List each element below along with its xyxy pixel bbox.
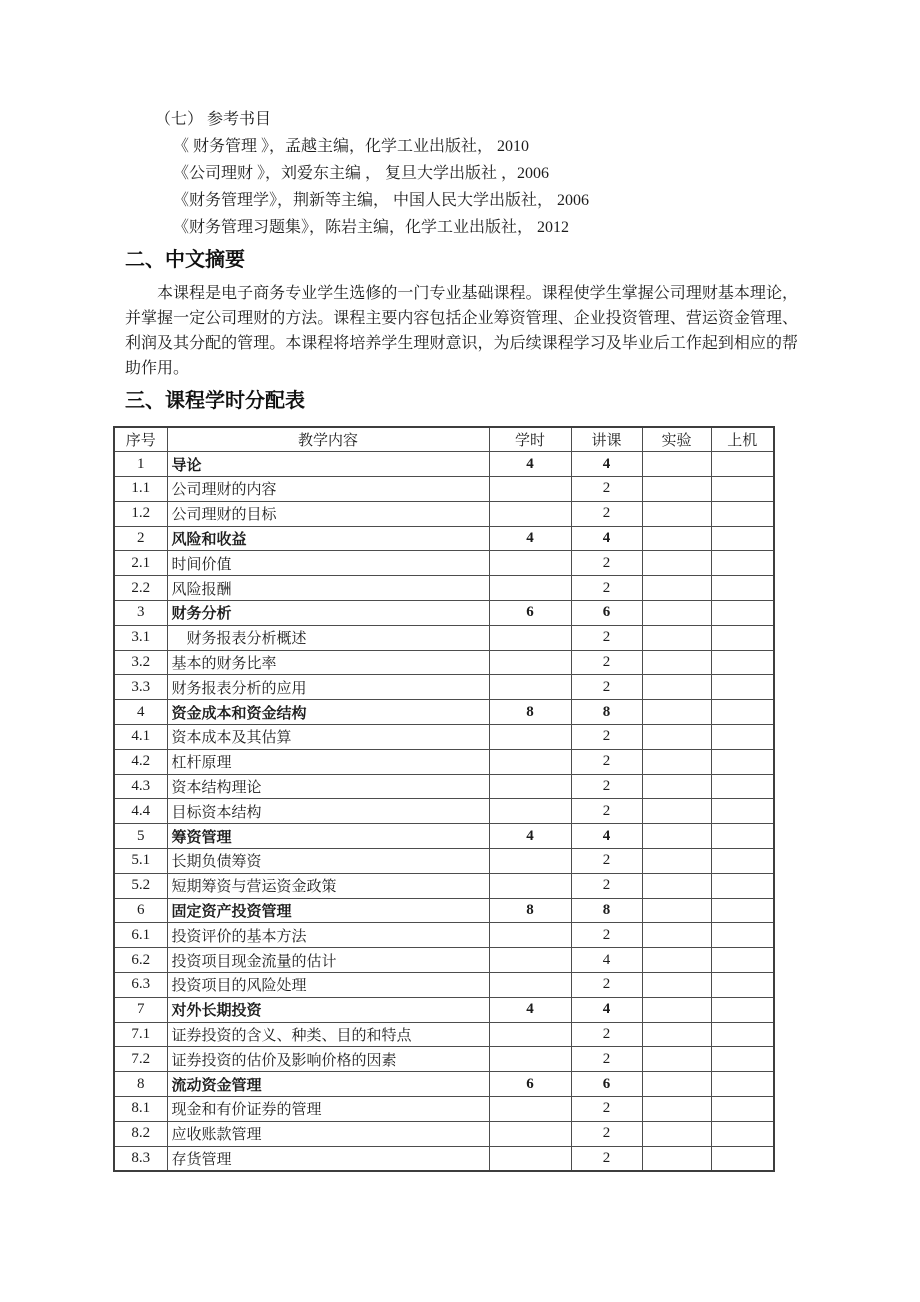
- column-header-content: 教学内容: [167, 427, 489, 452]
- cell-content: 时间价值: [167, 551, 489, 576]
- cell-computer: [711, 501, 774, 526]
- cell-content: 长期负债筹资: [167, 849, 489, 874]
- schedule-header-row: [114, 427, 774, 452]
- table-row: [114, 725, 774, 750]
- cell-hours: [489, 973, 571, 998]
- cell-lab: [642, 923, 711, 948]
- table-row: [114, 526, 774, 551]
- cell-lecture: 2: [571, 477, 642, 502]
- cell-computer: [711, 948, 774, 973]
- cell-content: 风险和收益: [167, 526, 489, 551]
- cell-computer: [711, 1146, 774, 1171]
- cell-lab: [642, 774, 711, 799]
- table-row: [114, 749, 774, 774]
- cell-sequence-no: 5: [114, 824, 167, 849]
- cell-lecture: 2: [571, 625, 642, 650]
- cell-hours: 4: [489, 824, 571, 849]
- reference-item: 《公司理财 》，刘爱东主编 ， 复旦大学出版社 ，2006: [173, 165, 550, 182]
- cell-hours: [489, 675, 571, 700]
- cell-sequence-no: 4.4: [114, 799, 167, 824]
- table-row: [114, 1121, 774, 1146]
- cell-sequence-no: 1: [114, 452, 167, 477]
- cell-hours: 8: [489, 700, 571, 725]
- table-row: [114, 477, 774, 502]
- cell-lecture: 4: [571, 997, 642, 1022]
- cell-sequence-no: 3: [114, 601, 167, 626]
- table-row: [114, 799, 774, 824]
- cell-hours: [489, 1047, 571, 1072]
- cell-computer: [711, 551, 774, 576]
- cell-sequence-no: 6: [114, 898, 167, 923]
- cell-content: 资金成本和资金结构: [167, 700, 489, 725]
- cell-sequence-no: 1.1: [114, 477, 167, 502]
- cell-sequence-no: 4.2: [114, 749, 167, 774]
- cell-hours: 4: [489, 452, 571, 477]
- cell-computer: [711, 625, 774, 650]
- cell-hours: [489, 749, 571, 774]
- abstract-paragraph: 本课程是电子商务专业学生选修的一门专业基础课程。课程使学生掌握公司理财基本理论，并掌握一定公司理财的方法。课程主要内容包括企业筹资管理、企业投资管理、营运资金管理、利润及其分配的管理。本课程将培养学生理财意识，为后续课程学习及毕业后工作起到相应的帮助作用。: [125, 285, 798, 377]
- cell-content: 筹资管理: [167, 824, 489, 849]
- cell-computer: [711, 774, 774, 799]
- schedule-table-body: [114, 452, 774, 1171]
- cell-computer: [711, 650, 774, 675]
- cell-sequence-no: 8: [114, 1072, 167, 1097]
- cell-computer: [711, 849, 774, 874]
- cell-computer: [711, 824, 774, 849]
- cell-sequence-no: 6.2: [114, 948, 167, 973]
- table-row: [114, 1072, 774, 1097]
- cell-lecture: 2: [571, 774, 642, 799]
- cell-lab: [642, 1146, 711, 1171]
- cell-hours: [489, 1146, 571, 1171]
- schedule-heading: 三、课程学时分配表: [125, 390, 305, 412]
- cell-lab: [642, 799, 711, 824]
- cell-lecture: 2: [571, 849, 642, 874]
- cell-hours: [489, 477, 571, 502]
- cell-content: 公司理财的内容: [167, 477, 489, 502]
- cell-hours: [489, 551, 571, 576]
- cell-lab: [642, 675, 711, 700]
- cell-lab: [642, 973, 711, 998]
- cell-lecture: 2: [571, 501, 642, 526]
- column-header-no: 序号: [114, 427, 167, 452]
- cell-computer: [711, 1047, 774, 1072]
- cell-sequence-no: 6.1: [114, 923, 167, 948]
- cell-sequence-no: 7.1: [114, 1022, 167, 1047]
- cell-content: 短期筹资与营运资金政策: [167, 873, 489, 898]
- cell-sequence-no: 4.1: [114, 725, 167, 750]
- cell-computer: [711, 997, 774, 1022]
- table-row: [114, 973, 774, 998]
- cell-content: 固定资产投资管理: [167, 898, 489, 923]
- cell-sequence-no: 7: [114, 997, 167, 1022]
- table-row: [114, 675, 774, 700]
- cell-lecture: 2: [571, 749, 642, 774]
- cell-content: 目标资本结构: [167, 799, 489, 824]
- cell-content: 导论: [167, 452, 489, 477]
- cell-computer: [711, 1097, 774, 1122]
- table-row: [114, 601, 774, 626]
- cell-lab: [642, 625, 711, 650]
- cell-computer: [711, 898, 774, 923]
- cell-sequence-no: 6.3: [114, 973, 167, 998]
- cell-computer: [711, 873, 774, 898]
- column-header-lecture: 讲课: [571, 427, 642, 452]
- cell-lecture: 2: [571, 1097, 642, 1122]
- table-row: [114, 1097, 774, 1122]
- cell-lecture: 4: [571, 824, 642, 849]
- cell-lab: [642, 898, 711, 923]
- cell-content: 财务报表分析概述: [167, 625, 489, 650]
- reference-item: 《 财务管理 》，孟越主编，化学工业出版社， 2010: [173, 138, 530, 155]
- cell-sequence-no: 4.3: [114, 774, 167, 799]
- reference-item: 《财务管理习题集》，陈岩主编，化学工业出版社， 2012: [173, 219, 570, 236]
- cell-hours: [489, 873, 571, 898]
- table-row: [114, 849, 774, 874]
- cell-hours: [489, 948, 571, 973]
- cell-computer: [711, 526, 774, 551]
- cell-lecture: 2: [571, 1121, 642, 1146]
- cell-lab: [642, 725, 711, 750]
- cell-lab: [642, 1047, 711, 1072]
- cell-lab: [642, 749, 711, 774]
- cell-content: 现金和有价证券的管理: [167, 1097, 489, 1122]
- cell-lecture: 2: [571, 923, 642, 948]
- cell-content: 基本的财务比率: [167, 650, 489, 675]
- table-row: [114, 997, 774, 1022]
- cell-computer: [711, 923, 774, 948]
- cell-lecture: 2: [571, 650, 642, 675]
- cell-lab: [642, 1072, 711, 1097]
- cell-content: 投资评价的基本方法: [167, 923, 489, 948]
- cell-lab: [642, 1022, 711, 1047]
- cell-hours: 4: [489, 526, 571, 551]
- abstract-heading: 二、中文摘要: [125, 249, 245, 271]
- cell-hours: [489, 849, 571, 874]
- cell-lab: [642, 1121, 711, 1146]
- cell-hours: [489, 625, 571, 650]
- table-row: [114, 551, 774, 576]
- cell-hours: [489, 501, 571, 526]
- cell-content: 投资项目的风险处理: [167, 973, 489, 998]
- references-section: [155, 106, 589, 241]
- cell-sequence-no: 5.1: [114, 849, 167, 874]
- cell-lecture: 2: [571, 1146, 642, 1171]
- cell-lab: [642, 1097, 711, 1122]
- cell-hours: [489, 725, 571, 750]
- cell-content: 财务分析: [167, 601, 489, 626]
- cell-computer: [711, 1121, 774, 1146]
- cell-computer: [711, 477, 774, 502]
- cell-content: 资本成本及其估算: [167, 725, 489, 750]
- cell-sequence-no: 8.3: [114, 1146, 167, 1171]
- cell-sequence-no: 8.2: [114, 1121, 167, 1146]
- reference-item: 《财务管理学》，荆新等主编， 中国人民大学出版社， 2006: [173, 192, 590, 209]
- cell-lab: [642, 452, 711, 477]
- cell-sequence-no: 2: [114, 526, 167, 551]
- cell-sequence-no: 1.2: [114, 501, 167, 526]
- cell-sequence-no: 2.1: [114, 551, 167, 576]
- cell-computer: [711, 749, 774, 774]
- cell-computer: [711, 725, 774, 750]
- cell-hours: [489, 923, 571, 948]
- cell-hours: [489, 1022, 571, 1047]
- cell-lab: [642, 576, 711, 601]
- cell-sequence-no: 3.2: [114, 650, 167, 675]
- cell-sequence-no: 3.3: [114, 675, 167, 700]
- column-header-computer: 上机: [711, 427, 774, 452]
- cell-lecture: 4: [571, 948, 642, 973]
- cell-hours: [489, 650, 571, 675]
- cell-content: 证券投资的含义、种类、目的和特点: [167, 1022, 489, 1047]
- table-row: [114, 1146, 774, 1171]
- cell-lecture: 2: [571, 675, 642, 700]
- cell-lecture: 2: [571, 873, 642, 898]
- cell-hours: 6: [489, 1072, 571, 1097]
- cell-computer: [711, 576, 774, 601]
- cell-hours: [489, 1121, 571, 1146]
- cell-content: 对外长期投资: [167, 997, 489, 1022]
- table-row: [114, 873, 774, 898]
- cell-content: 财务报表分析的应用: [167, 675, 489, 700]
- cell-lecture: 4: [571, 526, 642, 551]
- table-row: [114, 948, 774, 973]
- cell-lab: [642, 873, 711, 898]
- table-row: [114, 898, 774, 923]
- cell-lecture: 2: [571, 799, 642, 824]
- table-row: [114, 1047, 774, 1072]
- cell-content: 风险报酬: [167, 576, 489, 601]
- cell-lab: [642, 700, 711, 725]
- cell-sequence-no: 3.1: [114, 625, 167, 650]
- cell-lecture: 8: [571, 700, 642, 725]
- cell-sequence-no: 5.2: [114, 873, 167, 898]
- cell-computer: [711, 1072, 774, 1097]
- cell-computer: [711, 973, 774, 998]
- cell-lecture: 2: [571, 576, 642, 601]
- cell-lab: [642, 501, 711, 526]
- table-row: [114, 501, 774, 526]
- cell-hours: [489, 1097, 571, 1122]
- references-list: [173, 133, 589, 241]
- cell-lecture: 2: [571, 973, 642, 998]
- cell-hours: 8: [489, 898, 571, 923]
- cell-hours: [489, 576, 571, 601]
- cell-sequence-no: 8.1: [114, 1097, 167, 1122]
- cell-lab: [642, 997, 711, 1022]
- table-row: [114, 576, 774, 601]
- cell-lecture: 8: [571, 898, 642, 923]
- cell-lab: [642, 824, 711, 849]
- cell-hours: [489, 774, 571, 799]
- cell-sequence-no: 4: [114, 700, 167, 725]
- cell-sequence-no: 7.2: [114, 1047, 167, 1072]
- cell-lecture: 2: [571, 1022, 642, 1047]
- table-row: [114, 923, 774, 948]
- cell-content: 杠杆原理: [167, 749, 489, 774]
- cell-content: 存货管理: [167, 1146, 489, 1171]
- table-row: [114, 1022, 774, 1047]
- cell-lab: [642, 849, 711, 874]
- table-row: [114, 650, 774, 675]
- cell-sequence-no: 2.2: [114, 576, 167, 601]
- cell-content: 资本结构理论: [167, 774, 489, 799]
- table-row: [114, 824, 774, 849]
- cell-computer: [711, 1022, 774, 1047]
- column-header-hours: 学时: [489, 427, 571, 452]
- cell-content: 流动资金管理: [167, 1072, 489, 1097]
- cell-lecture: 2: [571, 551, 642, 576]
- schedule-table: [113, 426, 775, 1172]
- cell-lab: [642, 948, 711, 973]
- cell-lab: [642, 601, 711, 626]
- cell-content: 证券投资的估价及影响价格的因素: [167, 1047, 489, 1072]
- cell-computer: [711, 452, 774, 477]
- cell-content: 公司理财的目标: [167, 501, 489, 526]
- cell-hours: [489, 799, 571, 824]
- table-row: [114, 774, 774, 799]
- cell-lecture: 6: [571, 1072, 642, 1097]
- cell-hours: 6: [489, 601, 571, 626]
- column-header-lab: 实验: [642, 427, 711, 452]
- references-heading: （七） 参考书目: [155, 111, 272, 128]
- cell-lab: [642, 526, 711, 551]
- cell-content: 投资项目现金流量的估计: [167, 948, 489, 973]
- cell-lab: [642, 650, 711, 675]
- cell-lecture: 6: [571, 601, 642, 626]
- cell-computer: [711, 700, 774, 725]
- table-row: [114, 452, 774, 477]
- cell-computer: [711, 799, 774, 824]
- cell-content: 应收账款管理: [167, 1121, 489, 1146]
- table-row: [114, 625, 774, 650]
- cell-computer: [711, 675, 774, 700]
- cell-lecture: 2: [571, 1047, 642, 1072]
- table-row: [114, 700, 774, 725]
- cell-lecture: 2: [571, 725, 642, 750]
- cell-lecture: 4: [571, 452, 642, 477]
- cell-lab: [642, 477, 711, 502]
- cell-computer: [711, 601, 774, 626]
- cell-hours: 4: [489, 997, 571, 1022]
- cell-lab: [642, 551, 711, 576]
